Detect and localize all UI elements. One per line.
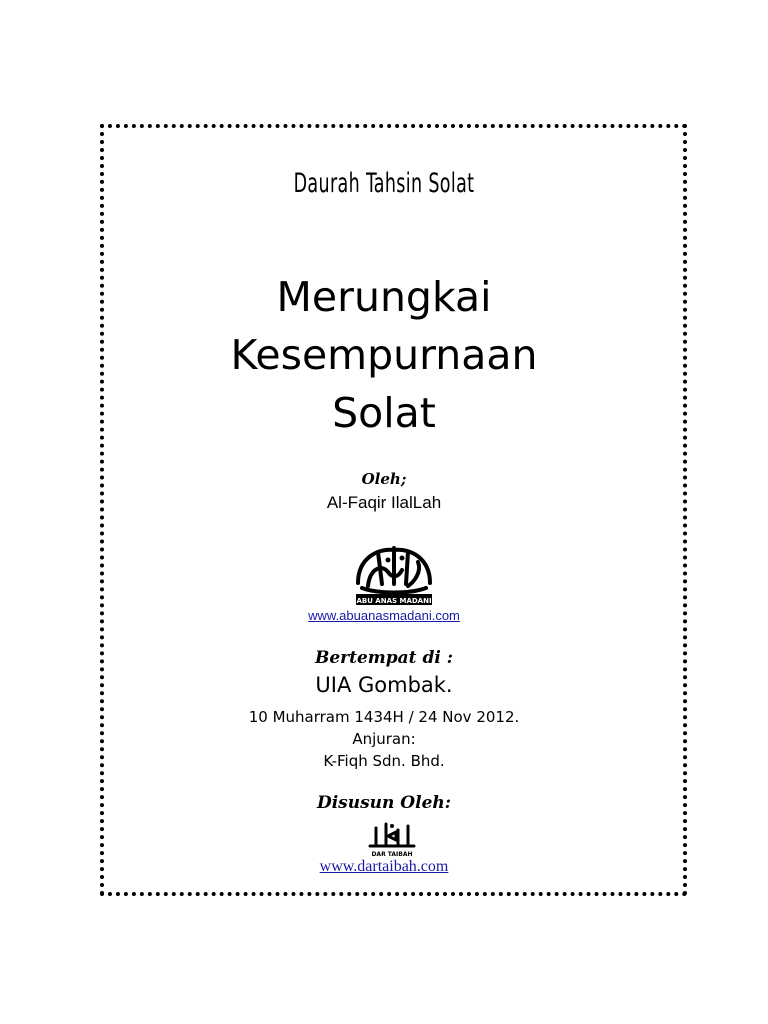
abu-anas-madani-calligraphy-logo [348, 538, 440, 608]
venue-label: Bertempat di : [314, 648, 453, 668]
organizer: K-Fiqh Sdn. Bhd. [323, 752, 445, 770]
title-line-1: Merungkai [276, 273, 492, 321]
venue: UIA Gombak. [315, 673, 453, 697]
dar-taibah-logo [362, 818, 422, 858]
author-logo-caption: ABU ANAS MADANI [356, 597, 432, 605]
by-label: Oleh; [361, 470, 407, 488]
author-name: Al-Faqir IlalLah [326, 493, 442, 512]
main-title [0, 268, 768, 442]
publisher-website-link[interactable]: www.dartaibah.com [319, 858, 449, 875]
event-date: 10 Muharram 1434H / 24 Nov 2012. [248, 708, 520, 726]
compiled-by-label: Disusun Oleh: [316, 793, 452, 813]
author-website-link[interactable]: www.abuanasmadani.com [308, 608, 460, 623]
series-title: Daurah Tahsin Solat [293, 168, 475, 199]
title-line-3: Solat [332, 389, 436, 437]
publisher-logo-caption: DAR TAIBAH [371, 851, 413, 858]
organizer-label: Anjuran: [352, 730, 416, 748]
title-line-2: Kesempurnaan [230, 331, 538, 379]
